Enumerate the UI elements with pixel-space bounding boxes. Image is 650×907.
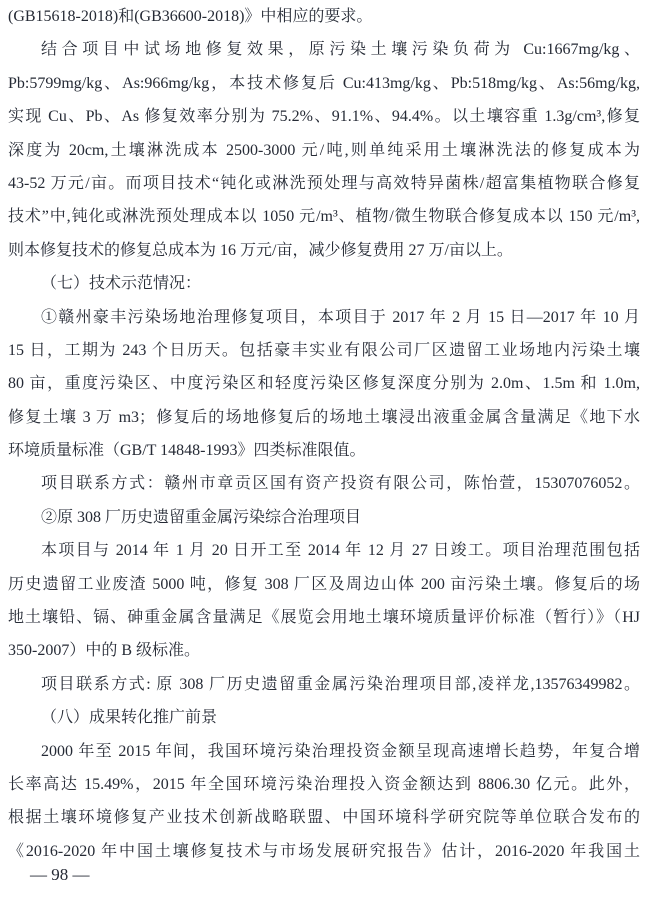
text-line: 长率高达 15.49%，2015 年全国环境污染治理投入资金额达到 8806.30 亿元。此外， (8, 775, 640, 793)
text-line: （七）技术示范情况： (41, 275, 202, 293)
text-line: ②原 308 厂历史遗留重金属污染综合治理项目 (41, 508, 362, 526)
text-line: 《2016-2020 年中国土壤修复技术与市场发展研究报告》估计，2016-2020 年我国土 (8, 842, 640, 860)
text-line: 80 亩，重度污染区、中度污染区和轻度污染区修复深度分别为 2.0m、1.5m 和 1.0m, (8, 375, 640, 393)
text-line: 实现 Cu、Pb、As 修复效率分别为 75.2%、91.1%、94.4%。以土壤容重 1.3g/cm³,修复 (8, 108, 640, 126)
text-line: 结合项目中试场地修复效果，原污染土壤污染负荷为 Cu:1667mg/kg、 (41, 41, 640, 59)
document-body (8, 0, 640, 868)
text-line: Pb:5799mg/kg、As:966mg/kg，本技术修复后 Cu:413mg/kg、Pb:518mg/kg、As:56mg/kg, (8, 74, 640, 92)
text-line: 地土壤铅、镉、砷重金属含量满足《展览会用地土壤环境质量评价标准（暂行）》（HJ (8, 609, 640, 627)
text-line: ①赣州豪丰污染场地治理修复项目，本项目于 2017 年 2 月 15 日—2017 年 10 月 (41, 308, 640, 326)
text-line: 项目联系方式：赣州市章贡区国有资产投资有限公司，陈怡萱，15307076052。 (41, 475, 640, 493)
text-line: 本项目与 2014 年 1 月 20 日开工至 2014 年 12 月 27 日竣工。项目治理范围包括 (41, 542, 640, 560)
text-line: (GB15618-2018)和(GB36600-2018)》中相应的要求。 (8, 8, 373, 25)
text-line: （八）成果转化推广前景 (41, 709, 218, 727)
text-line: 43-52 万元/亩。而项目技术“钝化或淋洗预处理与高效特异菌株/超富集植物联合修复 (8, 174, 640, 192)
text-line: 15 日，工期为 243 个日历天。包括豪丰实业有限公司厂区遗留工业场地内污染土壤 (8, 341, 640, 359)
text-line: 修复土壤 3 万 m3；修复后的场地修复后的场地土壤浸出液重金属含量满足《地下水 (8, 408, 640, 426)
page-number: — 98 — (30, 865, 90, 884)
text-line: 350-2007）中的 B 级标准。 (8, 642, 201, 660)
text-line: 技术”中,钝化或淋洗预处理成本以 1050 元/m³、植物/微生物联合修复成本以 150 元/m³, (8, 208, 640, 226)
text-line: 则本修复技术的修复总成本为 16 万元/亩，减少修复费用 27 万/亩以上。 (8, 241, 513, 259)
text-line: 2000 年至 2015 年间，我国环境污染治理投资金额呈现高速增长趋势，年复合增 (41, 742, 640, 760)
text-line: 深度为 20cm,土壤淋洗成本 2500-3000 元/吨,则单纯采用土壤淋洗法的修复成本为 (8, 141, 640, 159)
text-line: 项目联系方式: 原 308 厂历史遗留重金属污染治理项目部,凌祥龙,13576349982。 (41, 675, 640, 693)
text-line: 环境质量标准（GB/T 14848-1993》四类标准限值。 (8, 442, 366, 460)
text-line: 历史遗留工业废渣 5000 吨，修复 308 厂区及周边山体 200 亩污染土壤。修复后的场 (8, 575, 640, 593)
text-line: 根据土壤环境修复产业技术创新战略联盟、中国环境科学研究院等单位联合发布的 (8, 809, 640, 827)
